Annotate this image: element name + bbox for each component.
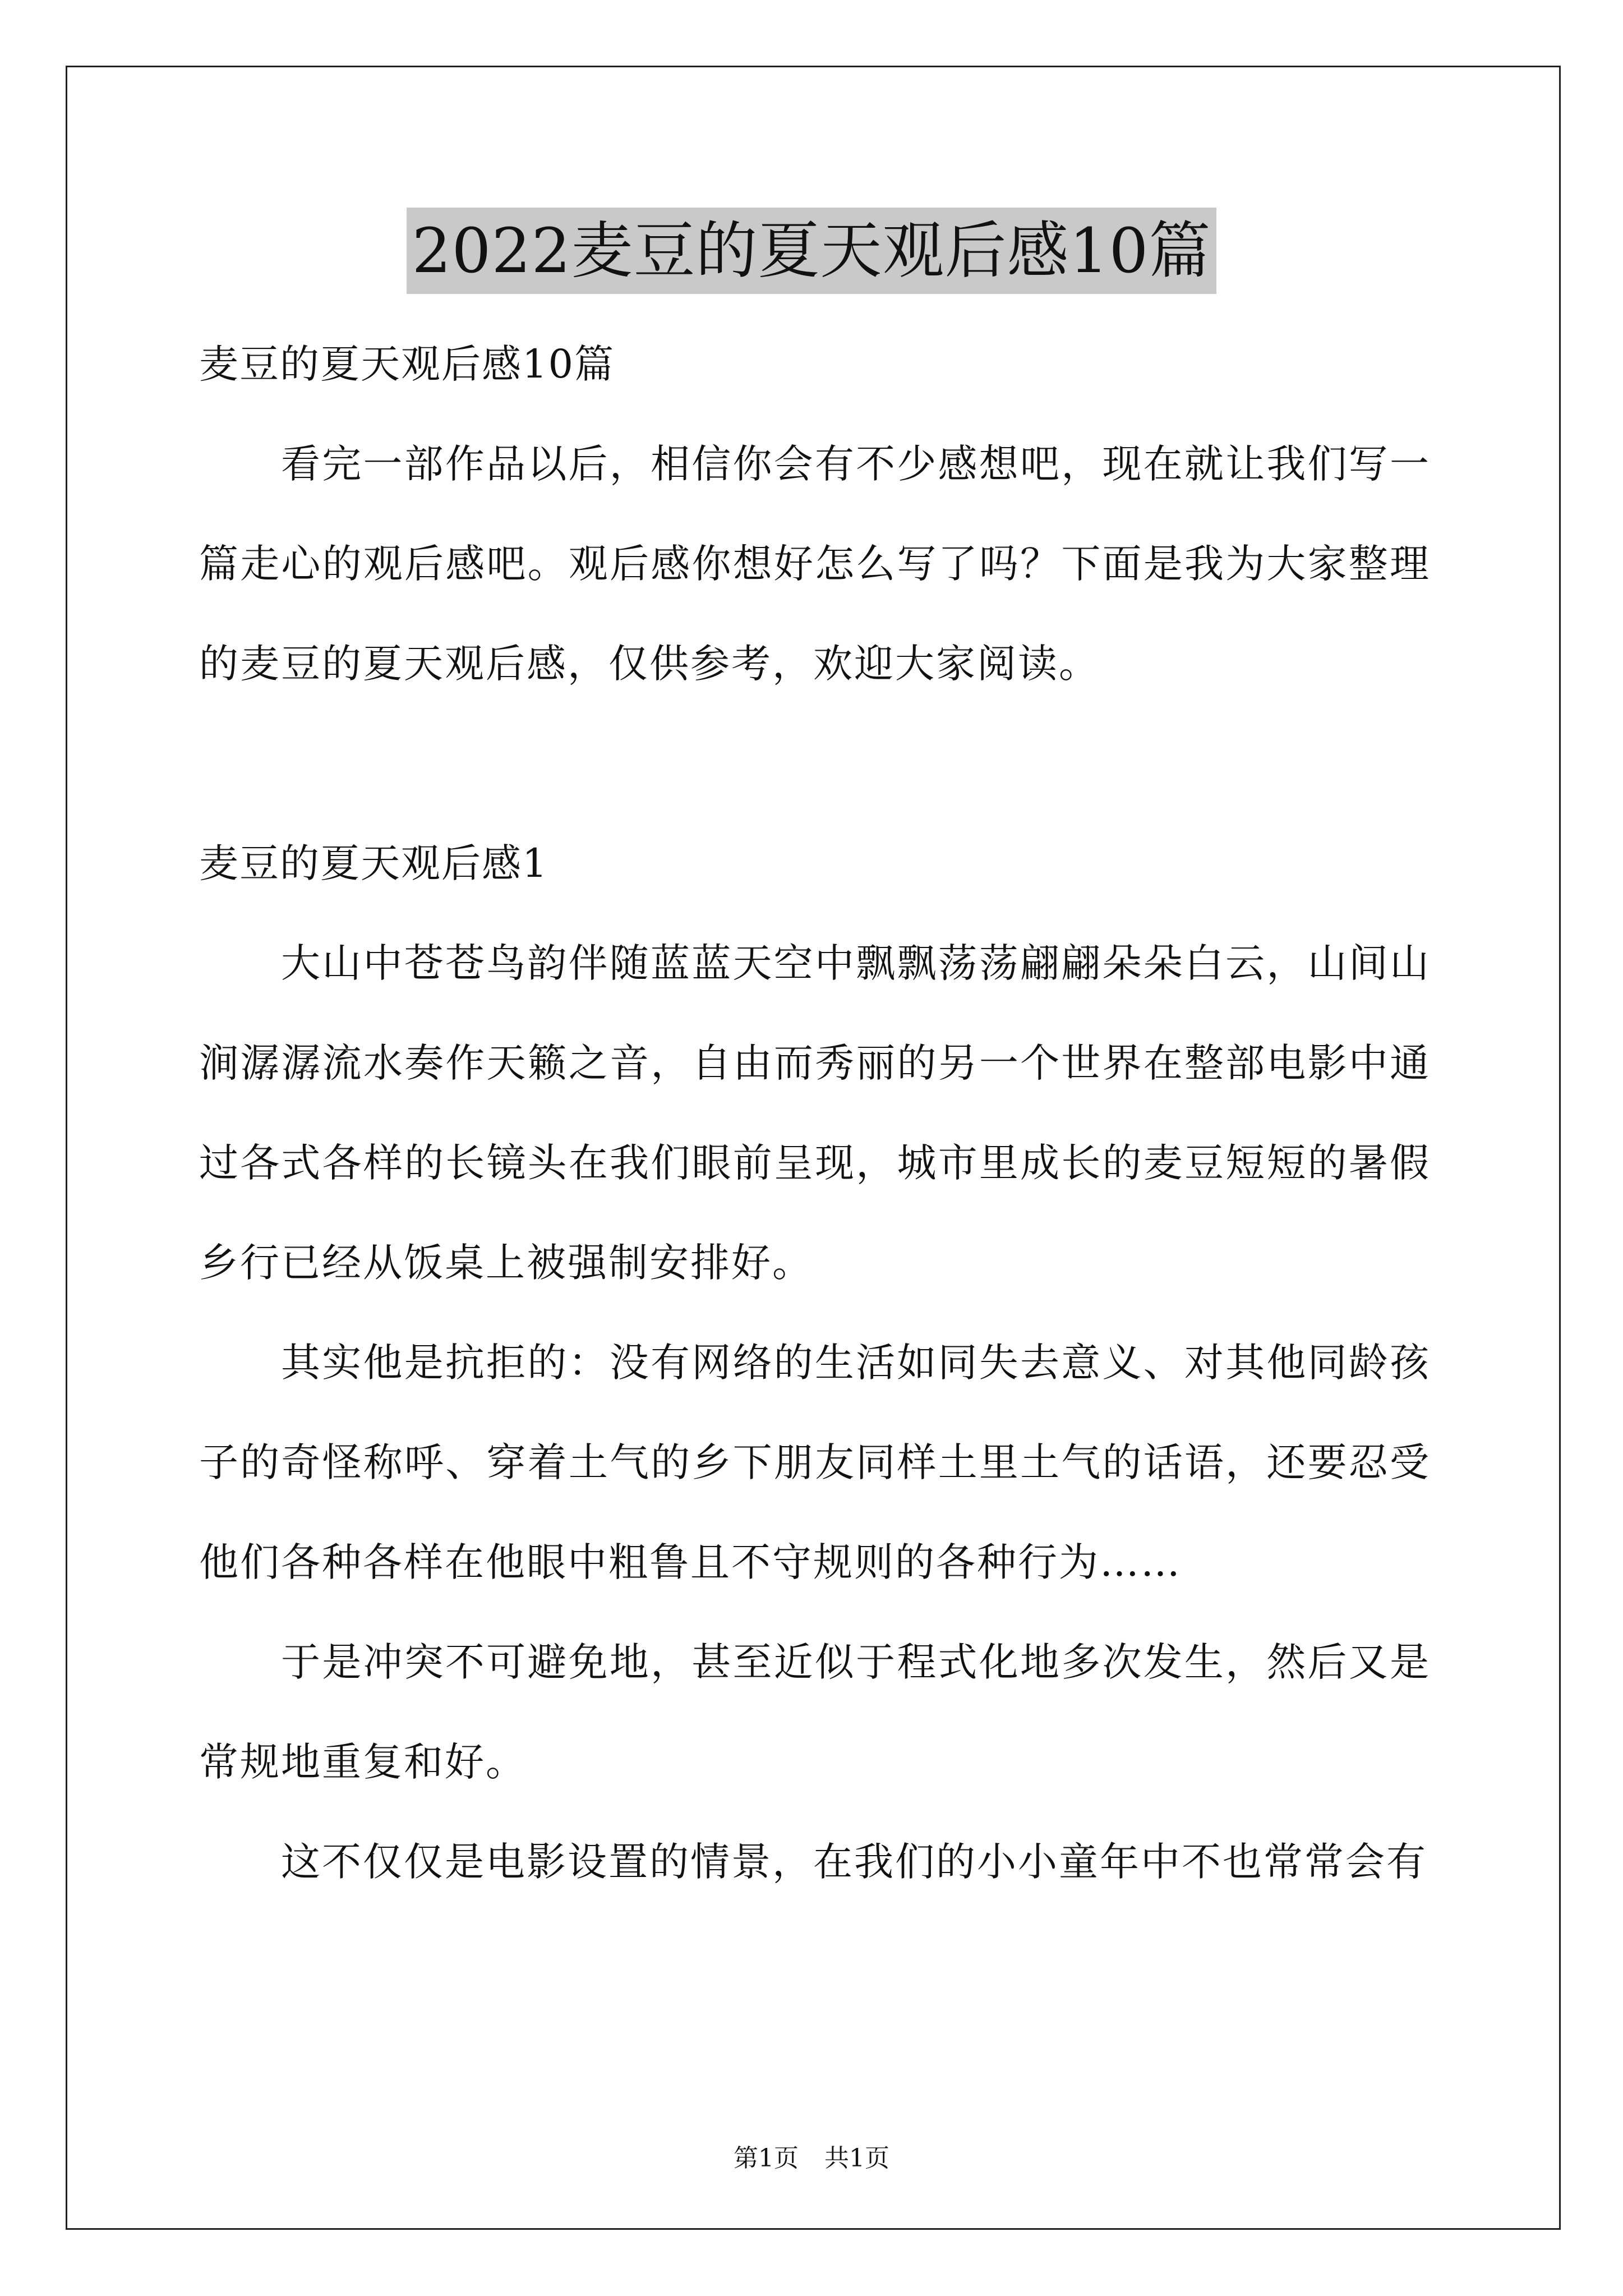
blank-line (199, 714, 1431, 813)
body-paragraph: 看完一部作品以后，相信你会有不少感想吧，现在就让我们写一篇走心的观后感吧。观后感你想好怎么写了吗？下面是我为大家整理的麦豆的夏天观后感，仅供参考，欢迎大家阅读。 (199, 441, 1431, 687)
page-footer (0, 2142, 1623, 2175)
body-paragraph: 大山中苍苍鸟韵伴随蓝蓝天空中飘飘荡荡翩翩朵朵白云，山间山涧潺潺流水奏作天籁之音，自由而秀丽的另一个世界在整部电影中通过各式各样的长镜头在我们眼前呈现，城市里成长的麦豆短短的暑假乡行已经从饭桌上被强制安排好。 (199, 940, 1431, 1286)
title-container (0, 208, 1623, 294)
section-heading: 麦豆的夏天观后感10篇 (199, 341, 615, 387)
document-body (199, 314, 1431, 1912)
body-paragraph: 这不仅仅是电影设置的情景，在我们的小小童年中不也常常会有 (281, 1839, 1427, 1885)
section-heading: 麦豆的夏天观后感1 (199, 840, 548, 886)
body-paragraph: 于是冲突不可避免地，甚至近似于程式化地多次发生，然后又是常规地重复和好。 (199, 1639, 1431, 1785)
document-title: 2022麦豆的夏天观后感10篇 (407, 208, 1217, 294)
body-paragraph: 其实他是抗拒的：没有网络的生活如同失去意义、对其他同龄孩子的奇怪称呼、穿着土气的乡下朋友同样土里土气的话语，还要忍受他们各种各样在他眼中粗鲁且不守规则的各种行为…… (199, 1340, 1431, 1585)
page-number: 第1页 (734, 2144, 799, 2173)
page-total: 共1页 (824, 2144, 889, 2173)
